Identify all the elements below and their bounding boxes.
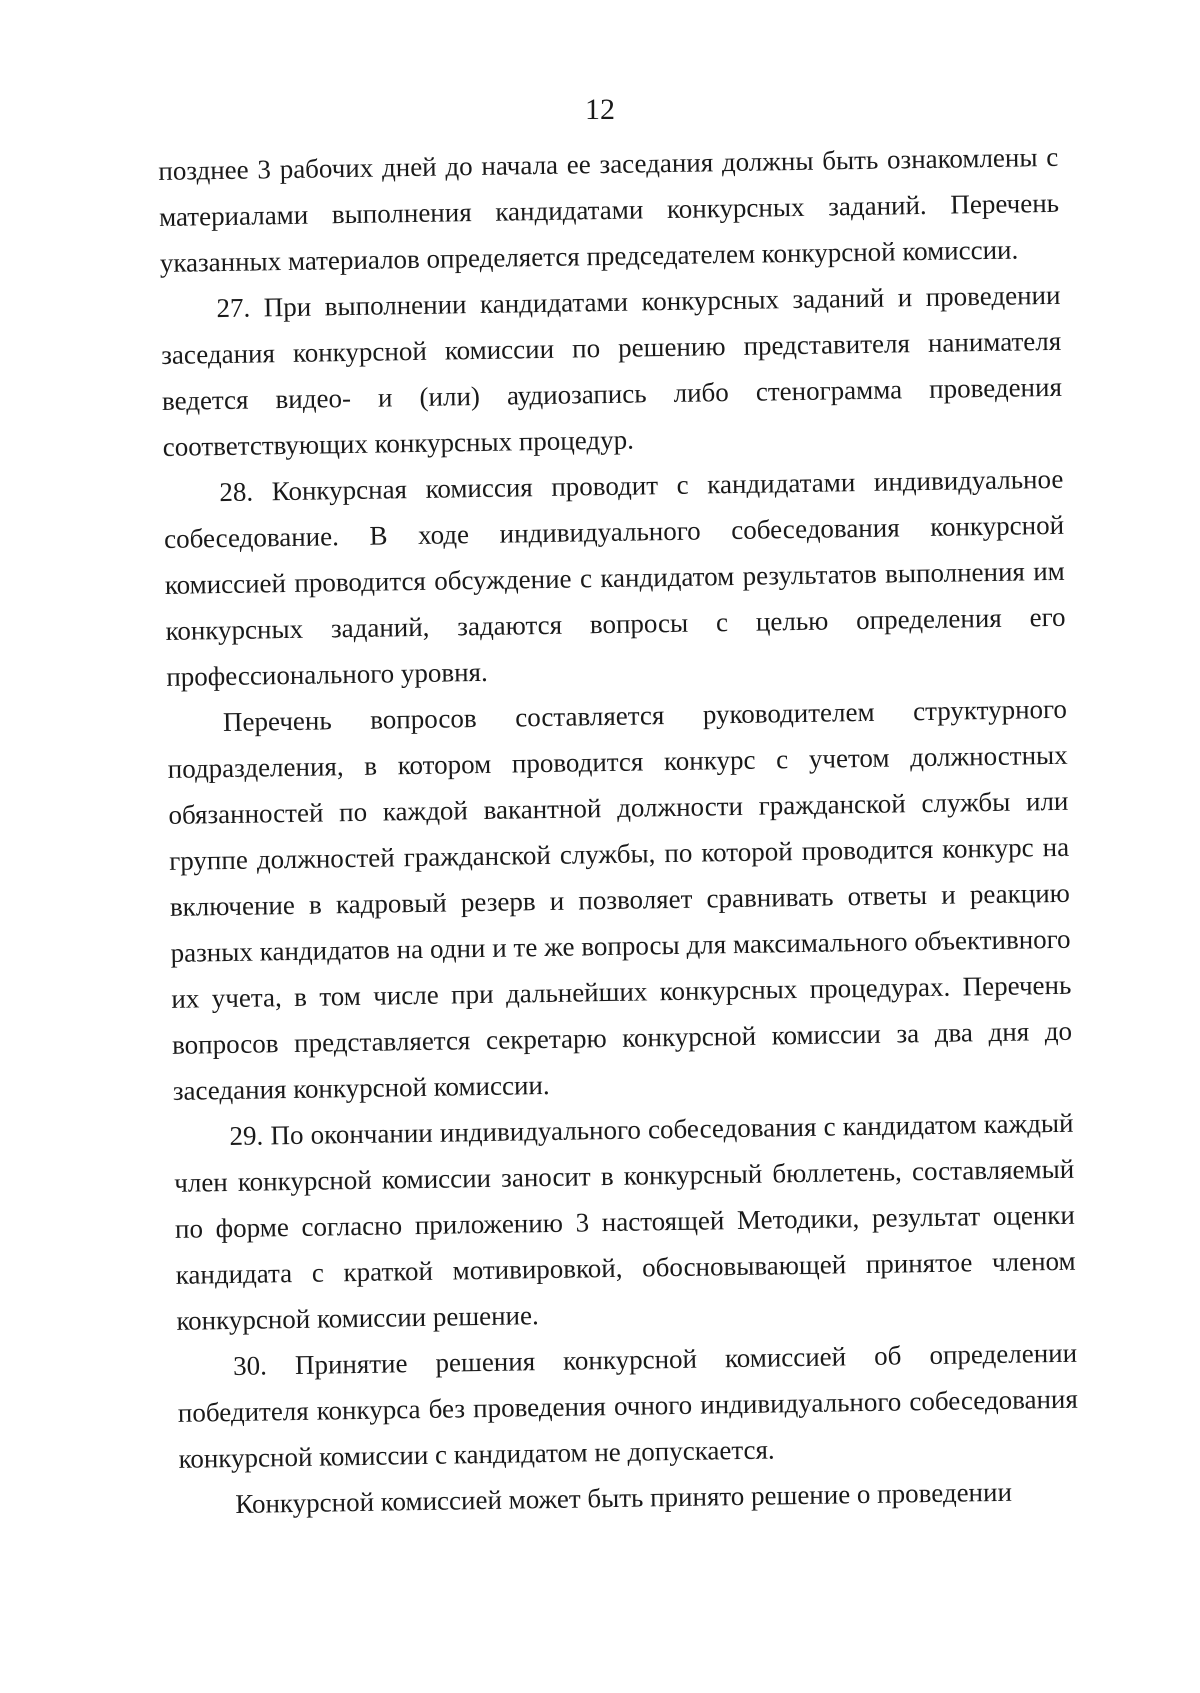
paragraph-item-27: 27. При выполнении кандидатами конкурсных заданий и проведении заседания конкурсной комиссии по решению представителя нанимателя ведется видео- и (или) аудиозапись либо стенограмма проведения соответствующих конкурсных процедур. — [161, 279, 1063, 462]
paragraph-question-list: Перечень вопросов составляется руководителем структурного подразделения, в котором проводится конкурс с учетом должностных обязанностей по каждой вакантной должности гражданской службы или группе должностей гражданской службы, по которой проводится конкурс на включение в кадровый резерв и позволяет сравнивать ответы и реакцию разных кандидатов на одни и те же вопросы для максимального объективного их учета, в том числе при дальнейших конкурсных процедурах. Перечень вопросов представляется секретарю конкурсной комиссии за два дня до заседания конкурсной комиссии. — [167, 693, 1073, 1106]
paragraph-item-28: 28. Конкурсная комиссия проводит с кандидатами индивидуальное собеседование. В ходе индивидуального собеседования конкурсной комиссией проводится обсуждение с кандидатом результатов выполнения им конкурсных заданий, задаются вопросы с целью определения его профессионального уровня. — [163, 463, 1066, 692]
paragraph-final: Конкурсной комиссией может быть принято решение о проведении — [235, 1476, 1013, 1519]
paragraph-item-30: 30. Принятие решения конкурсной комиссией об определении победителя конкурса без проведения очного индивидуального собеседования конкурсной комиссии с кандидатом не допускается. — [177, 1337, 1078, 1474]
document-body — [158, 134, 1080, 1528]
paragraph-item-29: 29. По окончании индивидуального собеседования с кандидатом каждый член конкурсной комиссии заносит в конкурсный бюллетень, составляемый по форме согласно приложению 3 настоящей Методики, результат оценки кандидата с краткой мотивировкой, обосновывающей принятое членом конкурсной комиссии решение. — [174, 1107, 1076, 1336]
paragraph-continuation: позднее 3 рабочих дней до начала ее заседания должны быть ознакомлены с материалами выполнения кандидатами конкурсных заданий. Перечень указанных материалов определяется председателем конкурсной комиссии. — [158, 141, 1060, 278]
page-number: 12 — [585, 93, 615, 126]
